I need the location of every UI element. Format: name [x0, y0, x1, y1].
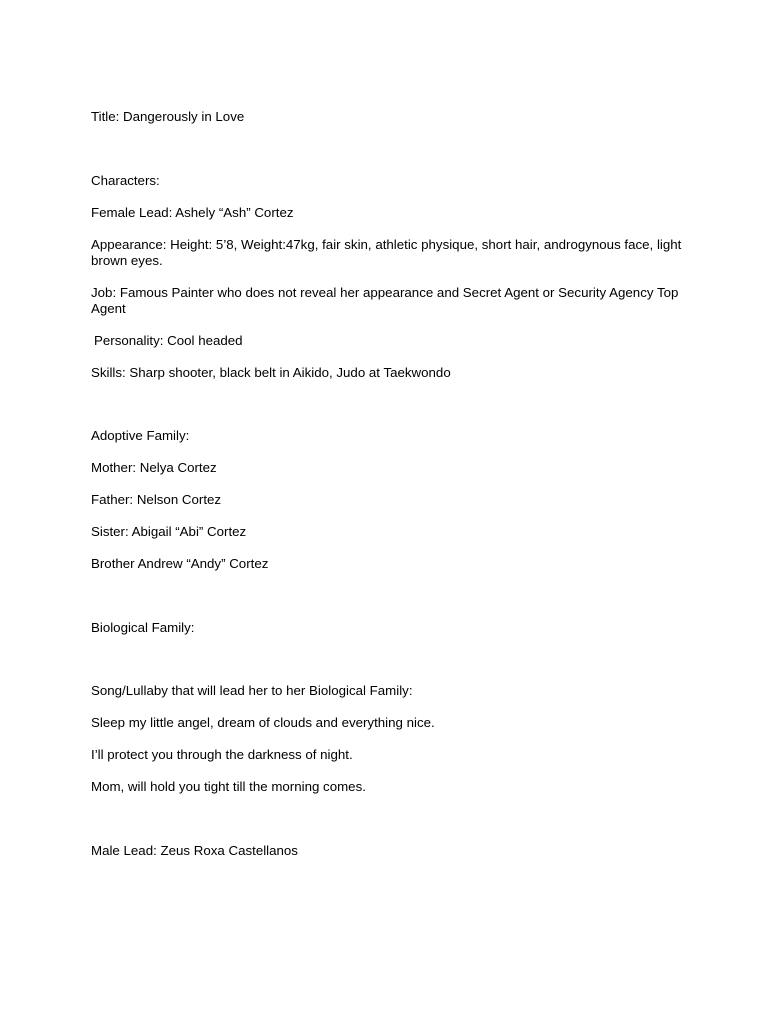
lyric-line-2: I’ll protect you through the darkness of night.	[91, 747, 353, 762]
lyric-line-1: Sleep my little angel, dream of clouds and everything nice.	[91, 715, 435, 730]
characters-heading: Characters:	[91, 173, 160, 188]
adoptive-family-heading: Adoptive Family:	[91, 428, 190, 443]
biological-family-heading: Biological Family:	[91, 620, 195, 635]
brother-line: Brother Andrew “Andy” Cortez	[91, 556, 269, 571]
personality-line: Personality: Cool headed	[94, 333, 243, 348]
female-lead: Female Lead: Ashely “Ash” Cortez	[91, 205, 294, 220]
mother-line: Mother: Nelya Cortez	[91, 460, 217, 475]
sister-line: Sister: Abigail “Abi” Cortez	[91, 524, 247, 539]
song-heading: Song/Lullaby that will lead her to her Biological Family:	[91, 683, 413, 698]
skills-line: Skills: Sharp shooter, black belt in Aikido, Judo at Taekwondo	[91, 365, 451, 380]
lyric-line-3: Mom, will hold you tight till the morning comes.	[91, 779, 366, 794]
document-title: Title: Dangerously in Love	[91, 109, 245, 124]
male-lead: Male Lead: Zeus Roxa Castellanos	[91, 843, 298, 858]
job-paragraph: Job: Famous Painter who does not reveal her appearance and Secret Agent or Security Agency Top Agent	[91, 285, 679, 316]
father-line: Father: Nelson Cortez	[91, 492, 222, 507]
appearance-paragraph: Appearance: Height: 5’8, Weight:47kg, fair skin, athletic physique, short hair, androgynous face, light brown eyes.	[91, 237, 682, 268]
